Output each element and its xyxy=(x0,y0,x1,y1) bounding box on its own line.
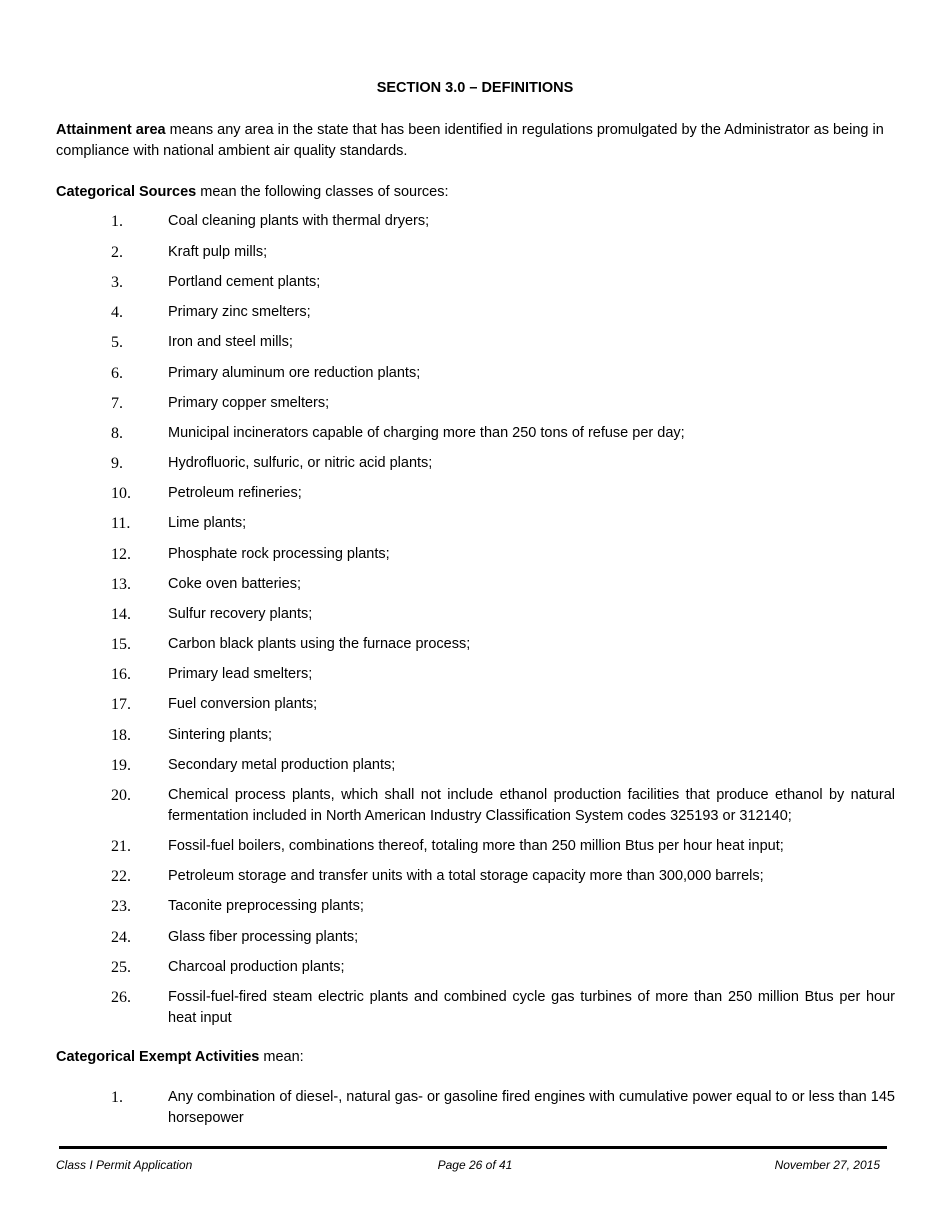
list-item-text: Lime plants; xyxy=(168,515,247,531)
list-item-text: Sintering plants; xyxy=(168,727,272,743)
categorical-exempt-term: Categorical Exempt Activities xyxy=(56,1049,260,1065)
list-item-number: 13. xyxy=(111,576,131,593)
list-item-text: Primary copper smelters; xyxy=(168,395,330,411)
list-item-number: 4. xyxy=(111,304,123,321)
footer-date: November 27, 2015 xyxy=(774,1158,880,1172)
list-item-number: 10. xyxy=(111,485,131,502)
section-title: SECTION 3.0 – DEFINITIONS xyxy=(376,80,574,96)
list-item-text: Carbon black plants using the furnace process; xyxy=(168,636,471,652)
list-item-number: 12. xyxy=(111,546,131,563)
categorical-exempt-text: mean: xyxy=(259,1049,304,1065)
categorical-exempt-definition xyxy=(56,1047,896,1068)
list-item-text: Taconite preprocessing plants; xyxy=(168,898,364,914)
list-item-text: Primary lead smelters; xyxy=(168,666,313,682)
footer-page-number: Page 26 of 41 xyxy=(437,1158,513,1172)
attainment-area-definition xyxy=(56,120,896,162)
list-item-text: Glass fiber processing plants; xyxy=(168,929,359,945)
list-item-number: 3. xyxy=(111,274,123,291)
list-item-text: Secondary metal production plants; xyxy=(168,757,396,773)
list-item-text: Charcoal production plants; xyxy=(168,959,345,975)
list-item-number: 17. xyxy=(111,696,131,713)
list-item-number: 2. xyxy=(111,244,123,261)
list-item-number: 21. xyxy=(111,838,131,855)
list-item-text: Phosphate rock processing plants; xyxy=(168,546,390,562)
list-item-number: 18. xyxy=(111,727,131,744)
list-item-text: Coal cleaning plants with thermal dryers; xyxy=(168,213,430,229)
list-item-number: 9. xyxy=(111,455,123,472)
list-item-text: Petroleum storage and transfer units with a total storage capacity more than 300,000 barrels; xyxy=(168,868,764,884)
list-item-number: 5. xyxy=(111,334,123,351)
list-item-text: Petroleum refineries; xyxy=(168,485,302,501)
list-item-number: 16. xyxy=(111,666,131,683)
list-item-number: 15. xyxy=(111,636,131,653)
list-item-text: Iron and steel mills; xyxy=(168,334,293,350)
list-item-number: 23. xyxy=(111,898,131,915)
list-item-text: Any combination of diesel-, natural gas- or gasoline fired engines with cumulative power equal to or less than 145 horsepower xyxy=(168,1089,895,1126)
attainment-area-text: means any area in the state that has been identified in regulations promulgated by the Administrator as being in compliance with national ambient air quality standards. xyxy=(56,122,884,159)
list-item-text: Fossil-fuel boilers, combinations thereof, totaling more than 250 million Btus per hour heat input; xyxy=(168,838,784,854)
list-item-text: Portland cement plants; xyxy=(168,274,321,290)
list-item-number: 26. xyxy=(111,989,131,1006)
categorical-sources-definition xyxy=(56,182,896,203)
footer-divider xyxy=(59,1146,887,1149)
list-item-number: 22. xyxy=(111,868,131,885)
list-item-text: Coke oven batteries; xyxy=(168,576,301,592)
categorical-sources-text: mean the following classes of sources: xyxy=(196,184,449,200)
list-item-number: 24. xyxy=(111,929,131,946)
list-item-number: 7. xyxy=(111,395,123,412)
footer-document-title: Class I Permit Application xyxy=(56,1158,193,1172)
list-item-text: Hydrofluoric, sulfuric, or nitric acid plants; xyxy=(168,455,433,471)
list-item-number: 19. xyxy=(111,757,131,774)
list-item-text: Chemical process plants, which shall not include ethanol production facilities that produce ethanol by natural fermentation included in North American Industry Classification System codes 325193 or 312140; xyxy=(168,787,895,824)
categorical-sources-term: Categorical Sources xyxy=(56,184,197,200)
list-item-number: 25. xyxy=(111,959,131,976)
list-item-text: Kraft pulp mills; xyxy=(168,244,268,260)
list-item-number: 6. xyxy=(111,365,123,382)
list-item-text: Primary zinc smelters; xyxy=(168,304,311,320)
list-item-number: 1. xyxy=(111,1089,123,1106)
list-item-number: 20. xyxy=(111,787,131,804)
attainment-area-term: Attainment area xyxy=(56,122,166,138)
list-item-number: 1. xyxy=(111,213,123,230)
list-item-text: Sulfur recovery plants; xyxy=(168,606,313,622)
list-item-text: Fuel conversion plants; xyxy=(168,696,318,712)
list-item-text: Primary aluminum ore reduction plants; xyxy=(168,365,421,381)
list-item-number: 11. xyxy=(111,515,131,532)
list-item-number: 14. xyxy=(111,606,131,623)
list-item-number: 8. xyxy=(111,425,123,442)
list-item-text: Municipal incinerators capable of charging more than 250 tons of refuse per day; xyxy=(168,425,685,441)
list-item-text: Fossil-fuel-fired steam electric plants and combined cycle gas turbines of more than 250 million Btus per hour heat input xyxy=(168,989,895,1026)
